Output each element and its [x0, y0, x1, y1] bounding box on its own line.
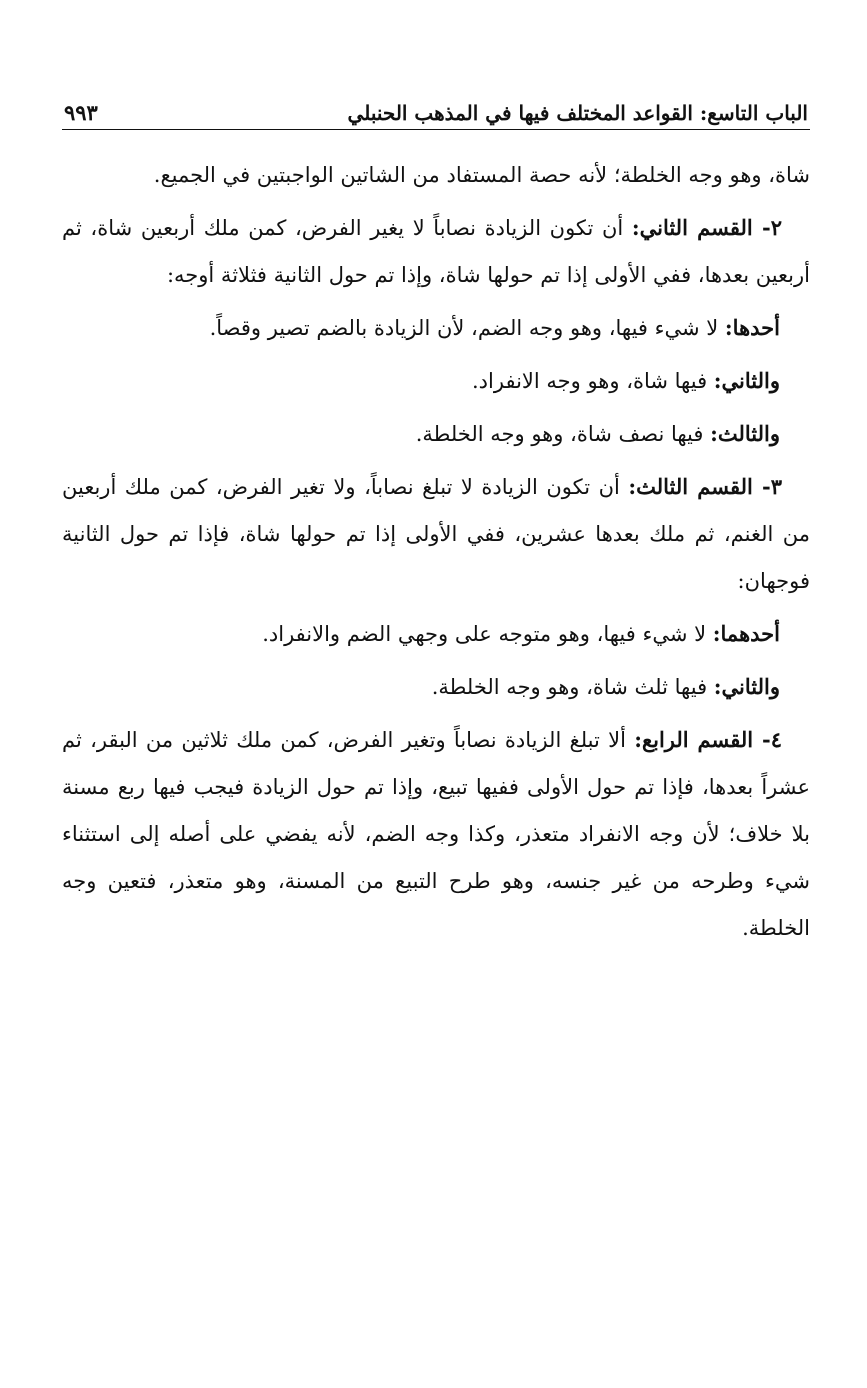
opinion-label: أحدهما: — [712, 621, 780, 646]
paragraph-continuation — [62, 152, 810, 199]
opinion-label: والثاني: — [713, 674, 780, 699]
section-4-text: ألا تبلغ الزيادة نصاباً وتغير الفرض، كمن ملك ثلاثين من البقر، ثم عشراً بعدها، فإذا تم حول الأولى ففيها تبيع، وإذا تم حول الزيادة فيجب فيها ربع مسنة بلا خلاف؛ لأن وجه الانفراد متعذر، وكذا وجه الضم، لأنه يفضي على أصله إلى استثناء شيء وطرحه من غير جنسه، وهو طرح التبيع من المسنة، وهو متعذر، فتعين وجه الخلطة. — [62, 728, 810, 940]
opinion-label: والثالث: — [710, 421, 780, 446]
section-3-heading: ٣- القسم الثالث: — [628, 474, 782, 499]
section-2 — [62, 204, 810, 299]
opinion-text: لا شيء فيها، وهو وجه الضم، لأن الزيادة بالضم تصير وقصاً. — [209, 316, 725, 340]
opinion-label: والثاني: — [713, 368, 780, 393]
page-number: ٩٩٣ — [64, 100, 98, 125]
section-3 — [62, 463, 810, 605]
opinion-text: لا شيء فيها، وهو متوجه على وجهي الضم والانفراد. — [262, 622, 713, 646]
running-header — [62, 92, 810, 130]
section-3-opinion-1 — [62, 610, 810, 658]
paragraph-text: شاة، وهو وجه الخلطة؛ لأنه حصة المستفاد من الشاتين الواجبتين في الجميع. — [153, 163, 810, 187]
section-2-opinion-2 — [62, 357, 810, 405]
chapter-title: الباب التاسع: القواعد المختلف فيها في المذهب الحنبلي — [347, 101, 808, 125]
section-4 — [62, 716, 810, 952]
section-3-text: أن تكون الزيادة لا تبلغ نصاباً، ولا تغير الفرض، كمن ملك أربعين من الغنم، ثم ملك بعدها عشرين، ففي الأولى إذا تم حولها شاة، فإذا تم حول الثانية فوجهان: — [62, 475, 810, 593]
opinion-text: فيها شاة، وهو وجه الانفراد. — [472, 369, 714, 393]
opinion-text: فيها نصف شاة، وهو وجه الخلطة. — [415, 422, 711, 446]
opinion-text: فيها ثلث شاة، وهو وجه الخلطة. — [431, 675, 714, 699]
section-2-opinion-1 — [62, 304, 810, 352]
page-body — [62, 152, 810, 952]
section-3-opinion-2 — [62, 663, 810, 711]
section-4-heading: ٤- القسم الرابع: — [634, 727, 782, 752]
section-2-text: أن تكون الزيادة نصاباً لا يغير الفرض، كمن ملك أربعين شاة، ثم أربعين بعدها، ففي الأولى إذا تم حولها شاة، وإذا تم حول الثانية فثلاثة أوجه: — [62, 216, 810, 287]
section-2-heading: ٢- القسم الثاني: — [631, 215, 782, 240]
section-2-opinion-3 — [62, 410, 810, 458]
book-page — [62, 92, 810, 957]
opinion-label: أحدها: — [724, 315, 780, 340]
